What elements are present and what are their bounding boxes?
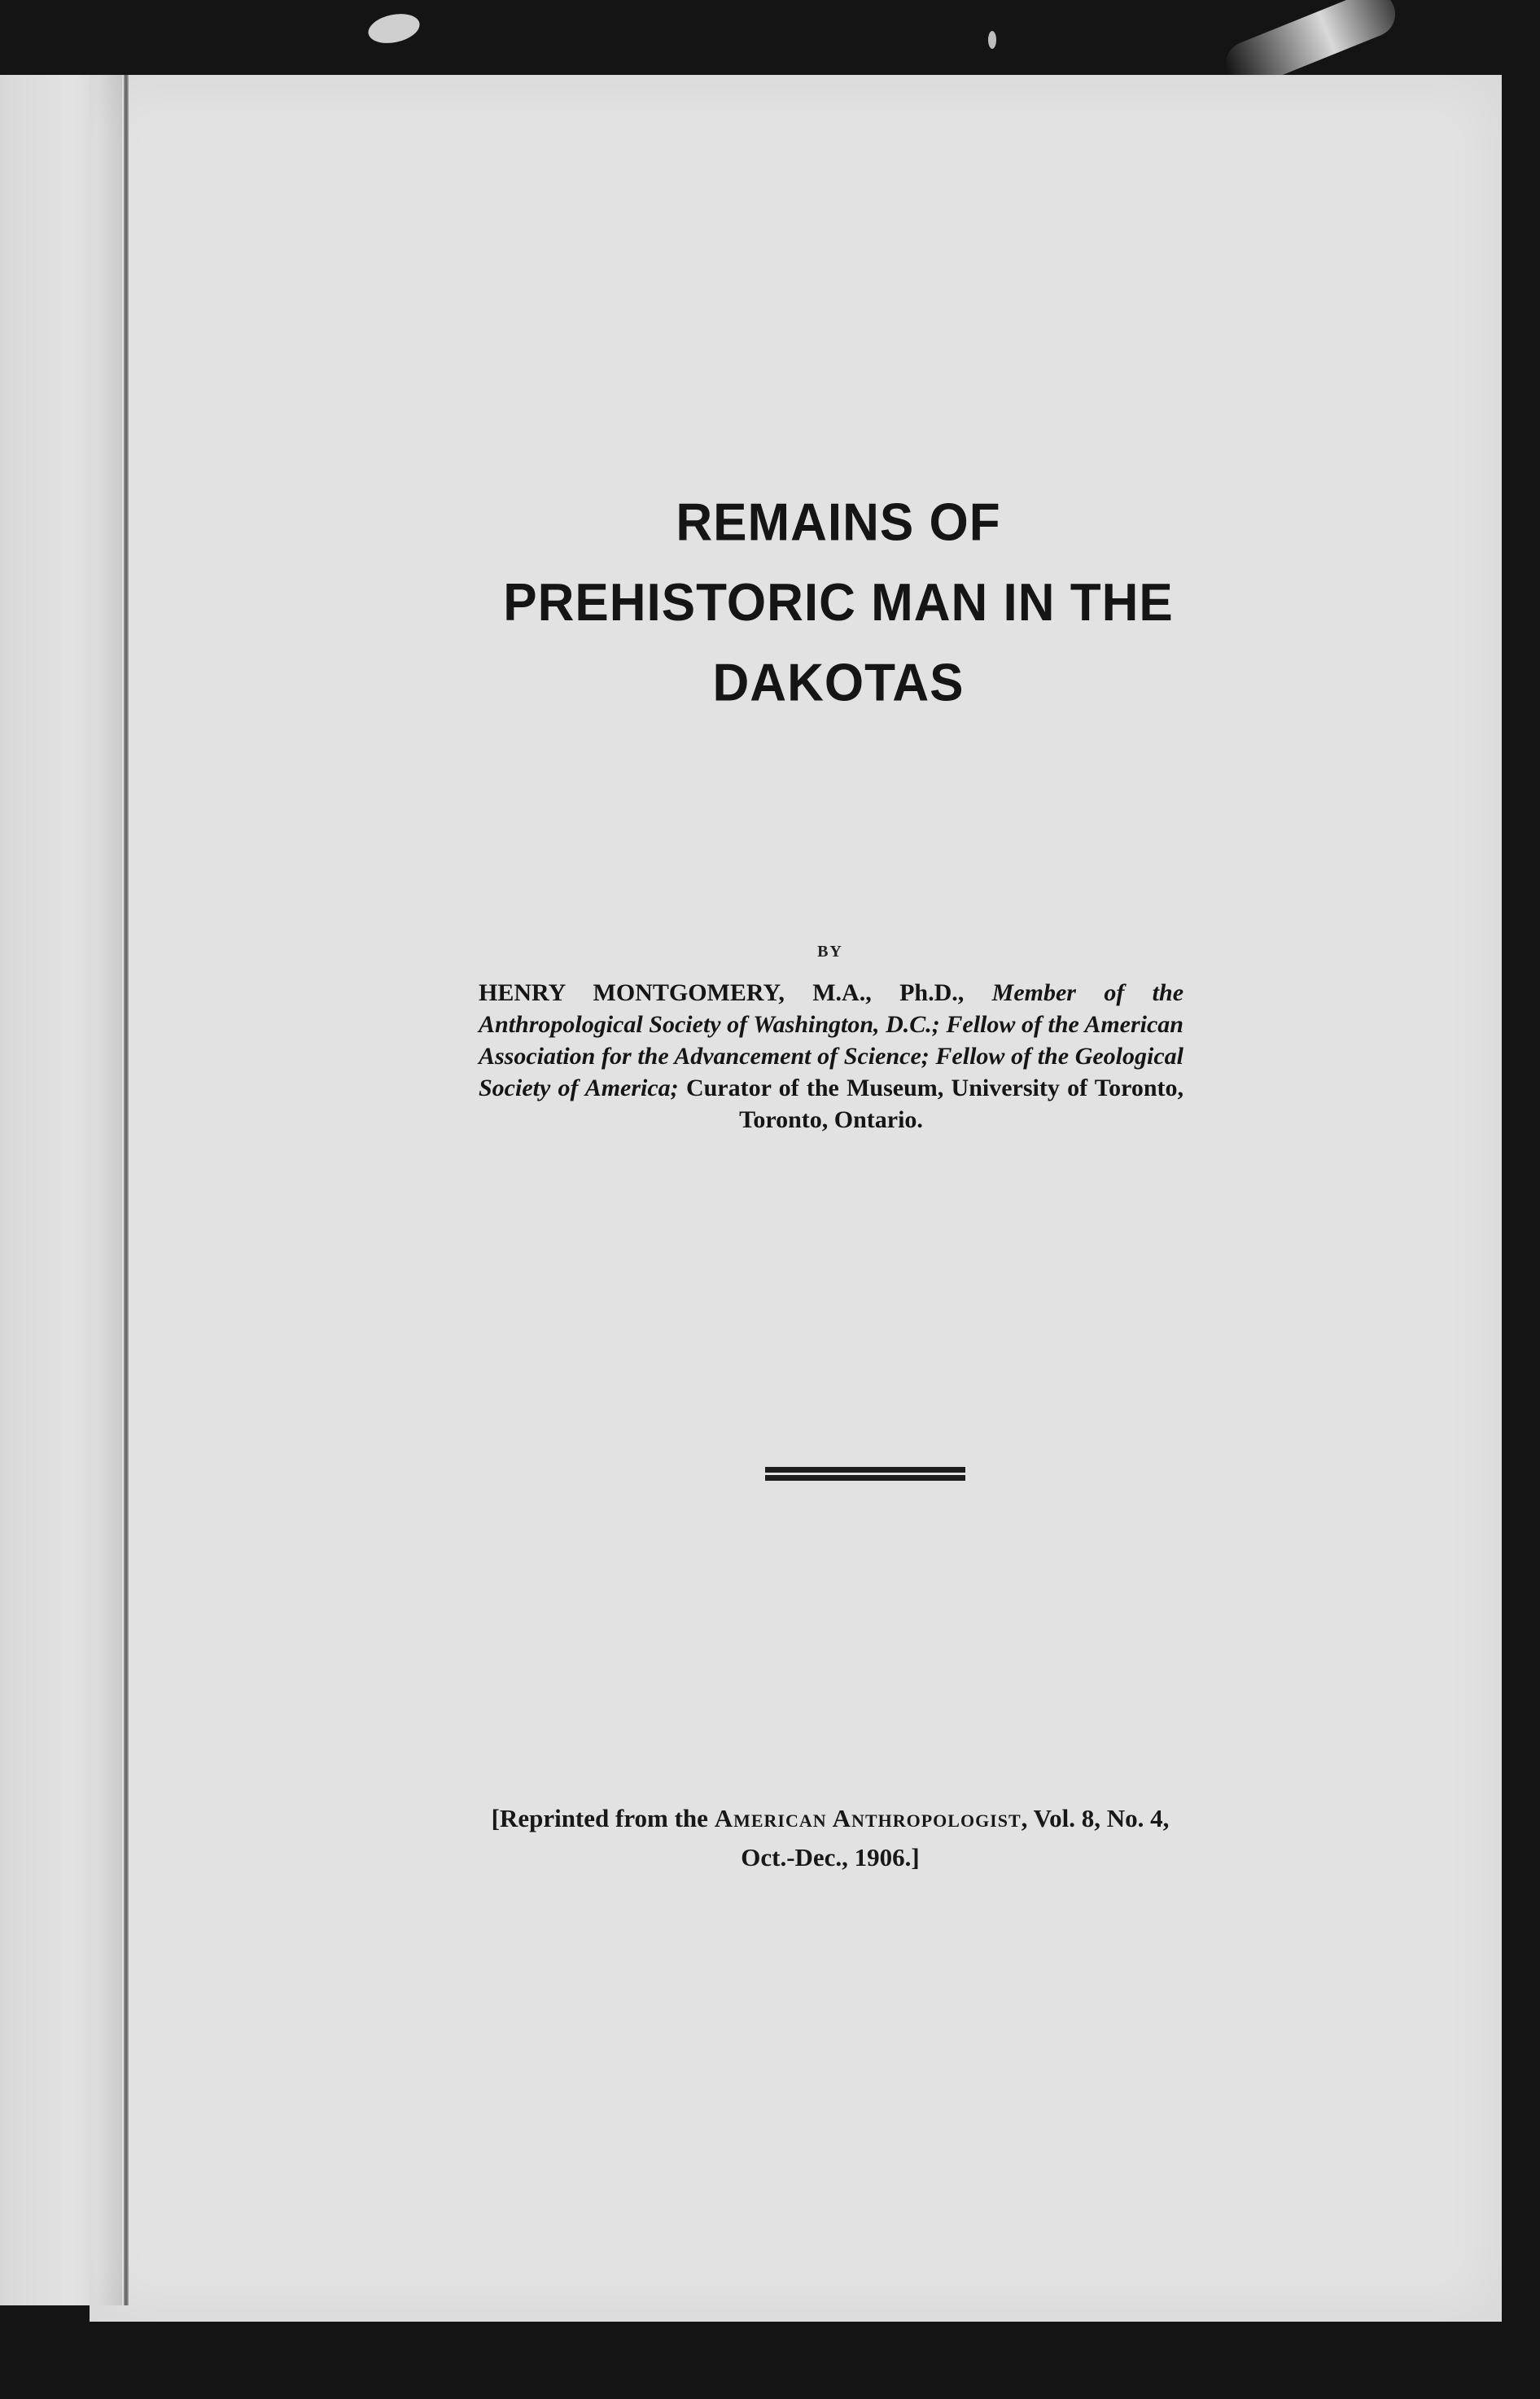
affiliation-geological-society: Fellow of the Geological Society of America; — [479, 1043, 1184, 1101]
reprint-prefix: [Reprinted from the — [491, 1804, 708, 1832]
affiliation-anthropological-society: Member of the Anthropological Society of Washington, D.C.; — [479, 979, 1184, 1038]
rule-bar-top — [765, 1467, 965, 1473]
film-glare-spot — [365, 10, 422, 48]
title-page — [90, 75, 1502, 2322]
title-line-3: DAKOTAS — [712, 653, 965, 713]
title-line-2: PREHISTORIC MAN IN THE — [503, 573, 1174, 633]
journal-name: American Anthropologist — [714, 1804, 1022, 1832]
double-rule-divider — [765, 1467, 965, 1482]
document-title — [407, 483, 1270, 724]
author-name: HENRY MONTGOMERY, M.A., Ph.D., — [479, 979, 965, 1006]
author-credentials — [479, 977, 1183, 1136]
gutter-shadow — [98, 75, 122, 2305]
reprint-volume: , Vol. 8, No. 4, — [1021, 1804, 1170, 1832]
by-label: BY — [817, 943, 843, 961]
reprint-notice — [423, 1799, 1237, 1877]
reprint-line-1 — [423, 1799, 1237, 1838]
gutter-fold-line — [124, 75, 129, 2305]
affiliation-aaas: Fellow of the American Association for the Advancement of Science; — [479, 1011, 1183, 1070]
rule-bar-bottom — [765, 1475, 965, 1481]
title-line-1: REMAINS OF — [676, 492, 1001, 552]
film-speck — [988, 31, 996, 49]
reprint-line-2: Oct.-Dec., 1906.] — [741, 1843, 920, 1871]
affiliation-museum-curator: Curator of the Museum, University of Toronto, Toronto, Ontario. — [685, 1075, 1184, 1133]
